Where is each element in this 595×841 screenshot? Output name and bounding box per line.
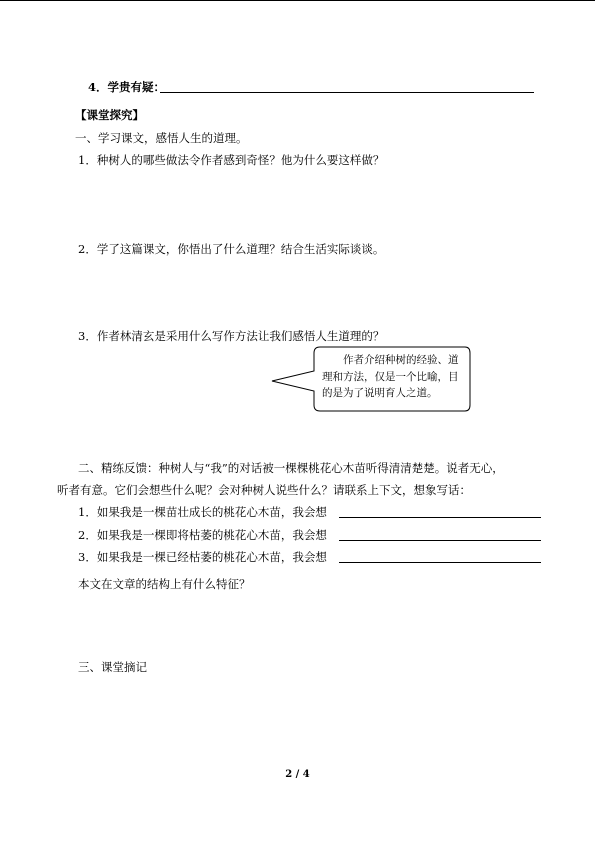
part1-heading: 一、学习课文，感悟人生的道理。 [75, 131, 248, 145]
writing-item-2: 2．如果我是一棵即将枯萎的桃花心木苗，我会想 [78, 528, 327, 542]
section-header: 【课堂探究】 [75, 108, 144, 122]
structure-question: 本文在文章的结构上有什么特征？ [78, 577, 251, 591]
q4-label: 4．学贵有疑： [88, 80, 166, 94]
item3-answer-line[interactable] [339, 562, 541, 563]
item1-answer-line[interactable] [339, 517, 541, 518]
part2-intro-line2: 听者有意。它们会想些什么呢？会对种树人说些什么？请联系上下文，想象写话： [57, 483, 471, 497]
writing-item-3: 3．如果我是一棵已经枯萎的桃花心木苗，我会想 [78, 550, 327, 564]
q4-answer-line[interactable] [160, 92, 534, 93]
part3-heading: 三、课堂摘记 [78, 660, 147, 674]
question-1: 1．种树人的哪些做法令作者感到奇怪？他为什么要这样做？ [78, 153, 385, 167]
page-top-border [0, 0, 595, 1]
callout-text: 作者介绍种树的经验、道理和方法，仅是一个比喻，目的是为了说明育人之道。 [322, 354, 459, 399]
part2-intro-line1: 二、精练反馈：种树人与“我”的对话被一棵棵桃花心木苗听得清清楚楚。说者无心， [78, 461, 504, 475]
page-number: 2 / 4 [285, 769, 310, 780]
item2-answer-line[interactable] [339, 540, 541, 541]
writing-item-1: 1．如果我是一棵苗壮成长的桃花心木苗，我会想 [78, 505, 327, 519]
question-3: 3．作者林清玄是采用什么写作方法让我们感悟人生道理的？ [78, 329, 385, 343]
question-2: 2．学了这篇课文，你悟出了什么道理？结合生活实际谈谈。 [78, 242, 385, 256]
